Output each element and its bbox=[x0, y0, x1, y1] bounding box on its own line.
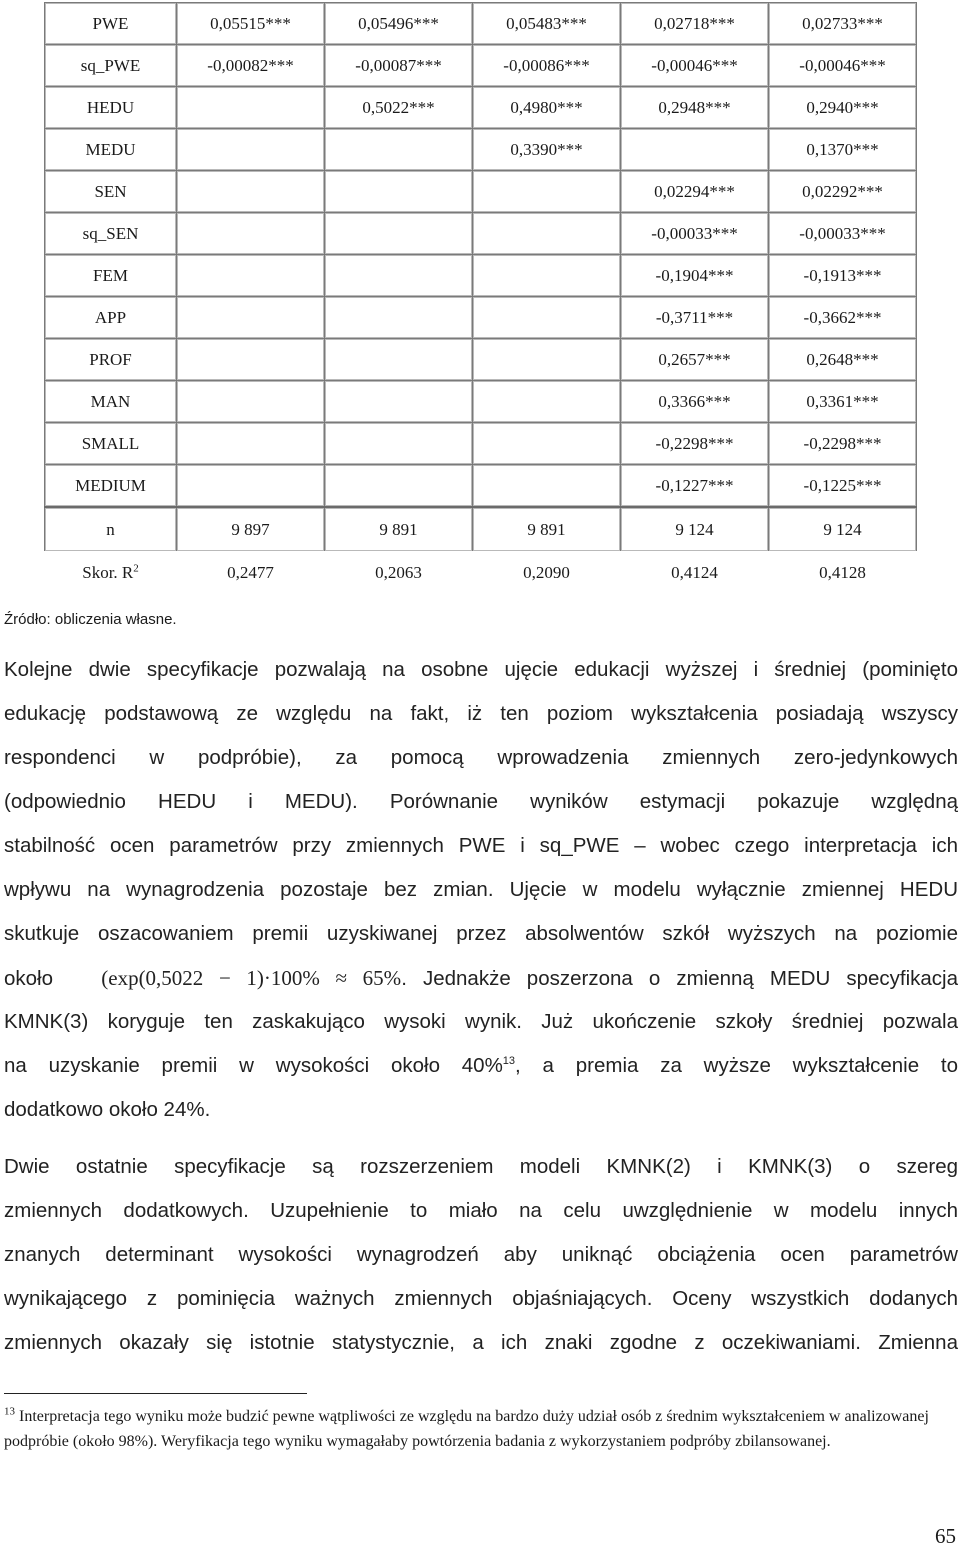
row-label-text: Skor. R bbox=[82, 562, 134, 582]
table-cell: -0,1913*** bbox=[769, 255, 917, 297]
row-label-text: FEM bbox=[93, 265, 128, 285]
table-cell: 9 124 bbox=[621, 507, 769, 551]
table-cell bbox=[473, 213, 621, 255]
text-line: skutkuje oszacowaniem premii uzyskiwanej przez absolwentów szkół wyższych na poziomie bbox=[4, 922, 958, 945]
row-label bbox=[45, 3, 177, 45]
table-cell bbox=[177, 339, 325, 381]
table-cell bbox=[177, 465, 325, 508]
table-cell bbox=[177, 423, 325, 465]
table-cell: 0,02733*** bbox=[769, 3, 917, 45]
regression-table-body bbox=[45, 3, 917, 595]
table-cell bbox=[325, 255, 473, 297]
table-cell: -0,00046*** bbox=[621, 45, 769, 87]
table-cell bbox=[473, 465, 621, 508]
table-cell: -0,1904*** bbox=[621, 255, 769, 297]
table-cell bbox=[473, 171, 621, 213]
table-cell: 0,02718*** bbox=[621, 3, 769, 45]
table-cell: 0,2648*** bbox=[769, 339, 917, 381]
table-cell: 0,02292*** bbox=[769, 171, 917, 213]
table-cell bbox=[177, 129, 325, 171]
table-row bbox=[45, 507, 917, 551]
row-label bbox=[45, 171, 177, 213]
table-cell bbox=[325, 297, 473, 339]
table-cell bbox=[325, 381, 473, 423]
footnote-line-pre: na uzyskanie premii w wysokości około 40% bbox=[4, 1054, 503, 1077]
table-cell: 0,2940*** bbox=[769, 87, 917, 129]
table-cell bbox=[473, 423, 621, 465]
table-cell: 0,3361*** bbox=[769, 381, 917, 423]
table-cell: -0,00046*** bbox=[769, 45, 917, 87]
table-cell: -0,3711*** bbox=[621, 297, 769, 339]
table-cell: -0,2298*** bbox=[621, 423, 769, 465]
paragraph-1 bbox=[4, 648, 958, 1132]
row-label bbox=[45, 213, 177, 255]
text-line: edukację podstawową ze względu na fakt, iż ten poziom wykształcenia posiadają wszyscy bbox=[4, 702, 958, 725]
table-cell: 0,05483*** bbox=[473, 3, 621, 45]
row-label bbox=[45, 339, 177, 381]
footnote-divider bbox=[4, 1393, 307, 1394]
table-cell: 9 897 bbox=[177, 507, 325, 551]
row-label-text: n bbox=[106, 519, 115, 539]
row-label bbox=[45, 423, 177, 465]
regression-table bbox=[44, 2, 917, 594]
footnote-text: Interpretacja tego wyniku może budzić pewne wątpliwości ze względu na bardzo duży udział osób z średnim wykształceniem w analizowanej podpróbie (około 98%). Weryfikacja tego wyniku wymagałaby powtórzenia badania z wykorzystaniem podpróby zbilansowanej. bbox=[4, 1408, 929, 1450]
row-label bbox=[45, 297, 177, 339]
table-row bbox=[45, 129, 917, 171]
table-cell: -0,00033*** bbox=[621, 213, 769, 255]
table-cell: 0,3366*** bbox=[621, 381, 769, 423]
table-cell: -0,2298*** bbox=[769, 423, 917, 465]
table-cell bbox=[325, 423, 473, 465]
table-cell bbox=[177, 213, 325, 255]
row-label-text: sq_PWE bbox=[80, 55, 141, 75]
table-cell: 0,2063 bbox=[375, 562, 422, 582]
table-cell: 9 891 bbox=[325, 507, 473, 551]
table-row bbox=[45, 213, 917, 255]
table-cell: 0,1370*** bbox=[769, 129, 917, 171]
table-cell: 0,2090 bbox=[523, 562, 570, 582]
table-cell: -0,1227*** bbox=[621, 465, 769, 508]
table-row bbox=[45, 465, 917, 508]
table-row bbox=[45, 551, 917, 594]
table-cell bbox=[177, 171, 325, 213]
row-label-text: PROF bbox=[89, 349, 132, 369]
table-cell: -0,00087*** bbox=[325, 45, 473, 87]
table-cell bbox=[325, 213, 473, 255]
text-line: respondenci w podpróbie), za pomocą wprowadzenia zmiennych zero-jedynkowych bbox=[4, 746, 958, 769]
row-label-text: APP bbox=[94, 307, 127, 327]
table-cell bbox=[177, 87, 325, 129]
text-line: KMNK(3) koryguje ten zaskakująco wysoki wynik. Już ukończenie szkoły średniej pozwala bbox=[4, 1010, 958, 1033]
table-cell bbox=[473, 339, 621, 381]
text-line: zmiennych dodatkowych. Uzupełnienie to miało na celu uwzględnienie w modelu innych bbox=[4, 1199, 958, 1222]
row-label bbox=[45, 507, 177, 551]
text-line: Dwie ostatnie specyfikacje są rozszerzeniem modeli KMNK(2) i KMNK(3) o szereg bbox=[4, 1155, 958, 1178]
formula-line bbox=[4, 956, 958, 1000]
row-label-text: SMALL bbox=[81, 433, 140, 453]
table-cell: 0,4128 bbox=[819, 562, 866, 582]
formula-line-pre: około bbox=[4, 967, 54, 990]
table-row bbox=[45, 423, 917, 465]
footnote-number: 13 bbox=[4, 1405, 15, 1418]
table-cell: 0,3390*** bbox=[473, 129, 621, 171]
table-cell bbox=[325, 129, 473, 171]
table-cell: 0,5022*** bbox=[325, 87, 473, 129]
table-cell bbox=[473, 297, 621, 339]
table-row bbox=[45, 45, 917, 87]
text-line: znanych determinant wysokości wynagrodzeń aby uniknąć obciążenia ocen parametrów bbox=[4, 1243, 958, 1266]
text-line: (odpowiednio HEDU i MEDU). Porównanie wyników estymacji pokazuje względną bbox=[4, 790, 958, 813]
row-label-text: HEDU bbox=[86, 97, 135, 117]
table-cell: 0,2657*** bbox=[621, 339, 769, 381]
text-line: wpływu na wynagrodzenia pozostaje bez zmian. Ujęcie w modelu wyłącznie zmiennej HEDU bbox=[4, 878, 958, 901]
row-label bbox=[45, 551, 177, 594]
row-label bbox=[45, 465, 177, 508]
footnote-reference[interactable]: 13 bbox=[502, 1055, 516, 1068]
table-cell: 0,05515*** bbox=[177, 3, 325, 45]
table-cell bbox=[473, 381, 621, 423]
row-label-text: PWE bbox=[92, 13, 129, 33]
table-cell: -0,00086*** bbox=[473, 45, 621, 87]
row-label-text: sq_SEN bbox=[82, 223, 139, 243]
premium-formula: (exp(0,5022 − 1)·100% ≈ 65% bbox=[101, 966, 402, 990]
row-label-text: MAN bbox=[90, 391, 131, 411]
footnote-line-post: , a premia za wyższe wykształcenie to bbox=[515, 1054, 958, 1077]
row-label-text: MEDIUM bbox=[75, 475, 146, 495]
text-line: wynikającego z pominięcia ważnych zmiennych objaśniających. Oceny wszystkich dodanych bbox=[4, 1287, 958, 1310]
row-label bbox=[45, 381, 177, 423]
table-source-note: Źródło: obliczenia własne. bbox=[4, 611, 177, 628]
row-label bbox=[45, 129, 177, 171]
table-cell: 9 891 bbox=[473, 507, 621, 551]
row-label bbox=[45, 45, 177, 87]
table-cell bbox=[177, 381, 325, 423]
text-line: Kolejne dwie specyfikacje pozwalają na osobne ujęcie edukacji wyższej i średniej (pominięto bbox=[4, 658, 958, 681]
row-label-superscript: 2 bbox=[133, 561, 139, 574]
text-line: zmiennych okazały się istotnie statystycznie, a ich znaki zgodne z oczekiwaniami. Zmienna bbox=[4, 1331, 958, 1354]
row-label bbox=[45, 87, 177, 129]
table-cell: -0,00082*** bbox=[177, 45, 325, 87]
table-cell bbox=[325, 171, 473, 213]
text-line: dodatkowo około 24%. bbox=[4, 1098, 211, 1121]
table-cell: 0,05496*** bbox=[325, 3, 473, 45]
table-cell: 9 124 bbox=[769, 507, 917, 551]
table-cell bbox=[473, 255, 621, 297]
table-row bbox=[45, 3, 917, 45]
table-cell bbox=[325, 465, 473, 508]
footnote-ref-line bbox=[4, 1044, 958, 1088]
paragraph-2 bbox=[4, 1145, 958, 1365]
table-cell: 0,02294*** bbox=[621, 171, 769, 213]
table-cell: -0,00033*** bbox=[769, 213, 917, 255]
row-label bbox=[45, 255, 177, 297]
row-label-text: SEN bbox=[94, 181, 127, 201]
table-cell: 0,4124 bbox=[671, 562, 718, 582]
footnote bbox=[4, 1404, 958, 1454]
table-cell: -0,3662*** bbox=[769, 297, 917, 339]
table-cell: 0,4980*** bbox=[473, 87, 621, 129]
row-label-text: MEDU bbox=[85, 139, 136, 159]
table-row bbox=[45, 381, 917, 423]
table-cell bbox=[325, 339, 473, 381]
table-row bbox=[45, 255, 917, 297]
page-number: 65 bbox=[935, 1524, 956, 1548]
table-cell: 0,2948*** bbox=[621, 87, 769, 129]
table-row bbox=[45, 339, 917, 381]
table-row bbox=[45, 297, 917, 339]
table-cell bbox=[621, 129, 769, 171]
formula-line-post: . Jednakże poszerzona o zmienną MEDU specyfikacja bbox=[401, 967, 958, 990]
text-line: stabilność ocen parametrów przy zmiennych PWE i sq_PWE – wobec czego interpretacja ich bbox=[4, 834, 958, 857]
table-cell bbox=[177, 297, 325, 339]
table-cell: -0,1225*** bbox=[769, 465, 917, 508]
table-row bbox=[45, 87, 917, 129]
table-cell bbox=[177, 255, 325, 297]
table-cell: 0,2477 bbox=[227, 562, 274, 582]
table-row bbox=[45, 171, 917, 213]
